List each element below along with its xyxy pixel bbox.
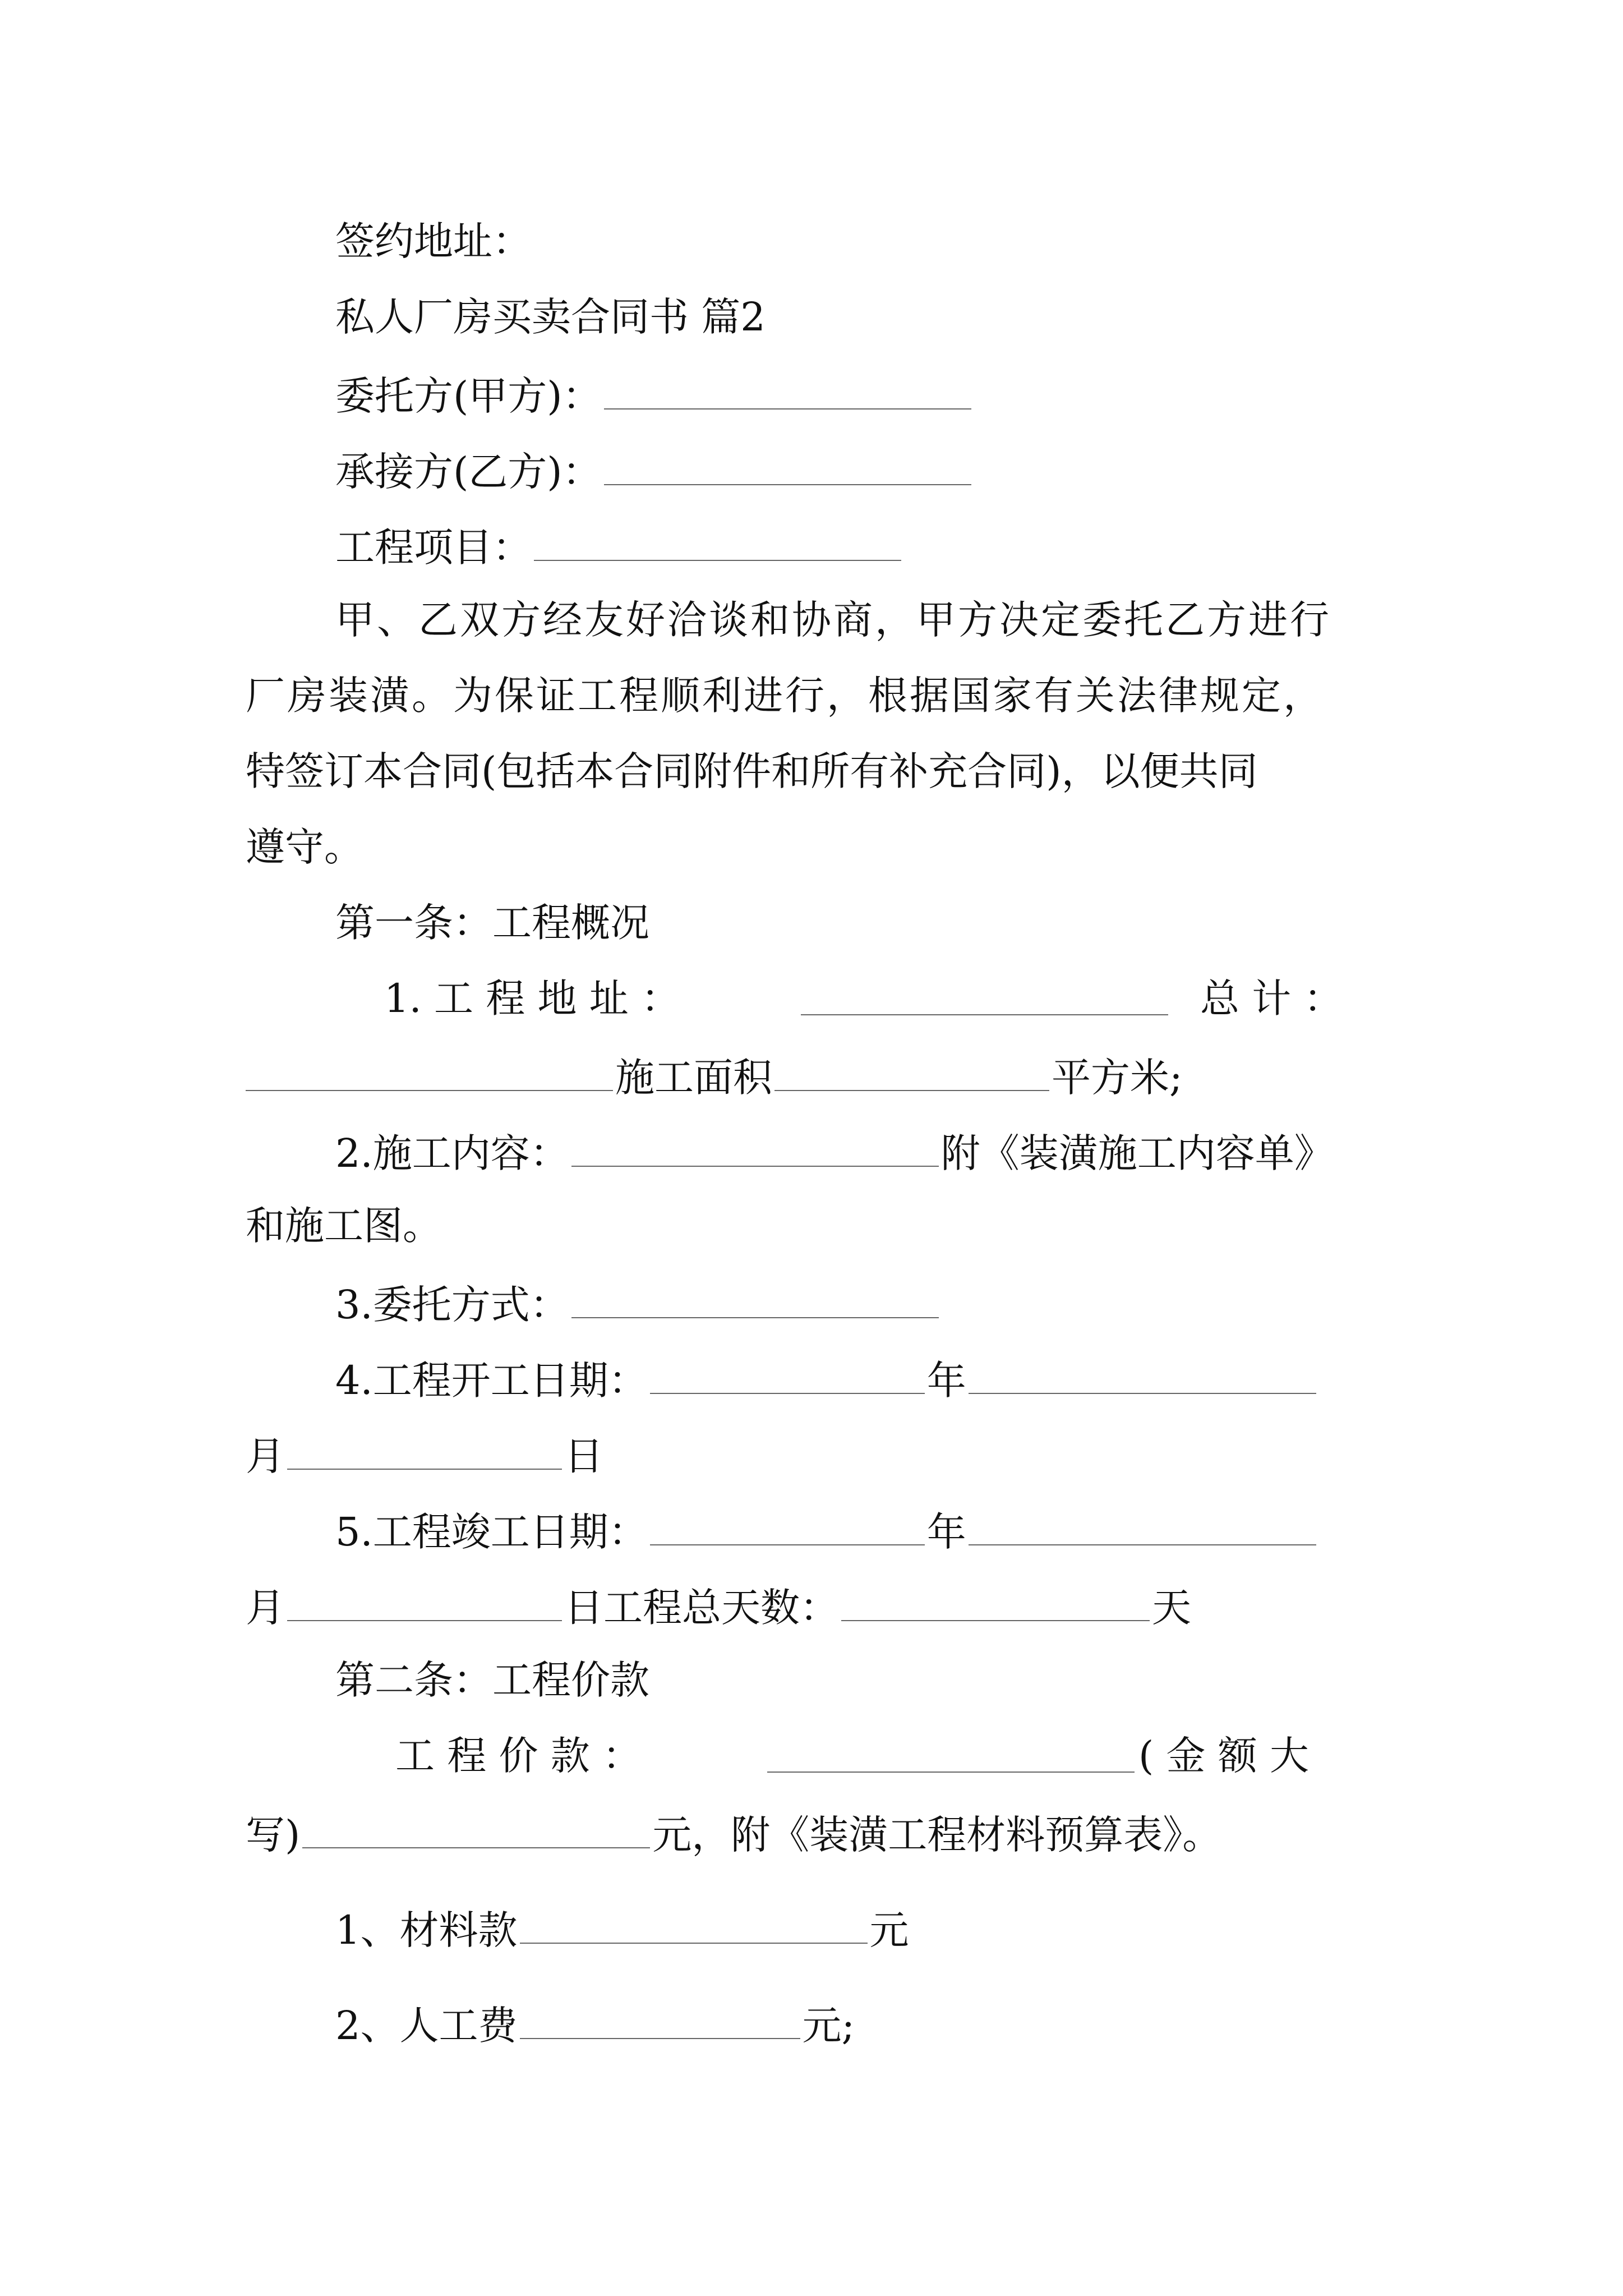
item-4-line: [335, 1358, 1318, 1404]
price-blank[interactable]: [767, 1736, 1135, 1773]
party-b-line: [335, 449, 974, 495]
price-capital-blank[interactable]: [302, 1812, 650, 1848]
party-a-line: [335, 373, 974, 419]
item-3-line: [335, 1282, 941, 1328]
start-year-unit: 年: [926, 1358, 966, 1404]
price-capital-label: ( 金 额 大: [1138, 1733, 1310, 1779]
item-5-cont-line: [246, 1585, 1191, 1631]
address-blank[interactable]: [801, 979, 1168, 1015]
total-days-blank[interactable]: [841, 1585, 1150, 1621]
signing-address-line: [335, 218, 532, 264]
item-4-cont-line: [246, 1433, 603, 1479]
total-blank[interactable]: [246, 1055, 613, 1091]
signing-address-label: 签约地址：: [335, 218, 532, 264]
item-2-cont-line: [246, 1203, 442, 1249]
preamble-text-4: 遵守。: [246, 824, 363, 870]
party-a-label: 委托方(甲方)：: [335, 373, 602, 419]
price-blank-wrap: [765, 1736, 1137, 1779]
total-days-unit: 天: [1152, 1585, 1191, 1631]
material-unit: 元: [869, 1907, 909, 1953]
project-label: 工程项目：: [335, 524, 532, 570]
start-year-blank[interactable]: [650, 1358, 925, 1394]
content-label: 2.施工内容：: [335, 1130, 569, 1176]
project-blank[interactable]: [534, 524, 901, 561]
preamble-line-3: [246, 748, 1258, 794]
material-line: [335, 1907, 909, 1953]
project-line: [335, 524, 903, 570]
method-label: 3.委托方式：: [335, 1282, 569, 1328]
method-blank[interactable]: [571, 1282, 939, 1318]
preamble-line-2: [246, 673, 1325, 719]
content-attachment: 附《装潢施工内容单》: [940, 1130, 1334, 1176]
material-label: 1、材料款: [335, 1907, 518, 1953]
item-5-line: [335, 1509, 1318, 1555]
preamble-text-3: 特签订本合同(包括本合同附件和所有补充合同)，以便共同: [246, 748, 1258, 794]
area-label: 施工面积: [615, 1055, 772, 1101]
preamble-text-1: 甲、乙双方经友好洽谈和协商，甲方决定委托乙方进行: [335, 597, 1331, 643]
labor-unit: 元;: [802, 2003, 855, 2049]
total-label: 总 计 ：: [1200, 976, 1343, 1022]
section-title: [335, 294, 766, 340]
labor-label: 2、人工费: [335, 2003, 518, 2049]
item-1-total-wrap: [1200, 976, 1343, 1022]
start-day-blank[interactable]: [287, 1433, 562, 1470]
article-2-title: 第二条：工程价款: [335, 1657, 649, 1703]
end-year-blank[interactable]: [650, 1509, 925, 1545]
preamble-line-4: [246, 824, 363, 870]
area-unit: 平方米;: [1052, 1055, 1183, 1101]
price-cont-line: [246, 1812, 1222, 1858]
content-blank[interactable]: [571, 1130, 939, 1167]
item-2-line: [335, 1130, 1334, 1176]
start-month-blank[interactable]: [969, 1358, 1316, 1394]
price-capital-wrap: [1138, 1733, 1310, 1779]
party-b-label: 承接方(乙方)：: [335, 449, 602, 495]
preamble-line-1: [335, 597, 1331, 643]
contract-title: 私人厂房买卖合同书 篇2: [335, 294, 766, 340]
price-line: [395, 1733, 642, 1779]
end-month-blank[interactable]: [969, 1509, 1316, 1545]
start-day-unit: 日: [564, 1433, 603, 1479]
start-month-unit: 月: [246, 1433, 285, 1479]
item-1-address-blank-wrap: [799, 979, 1170, 1022]
party-b-blank[interactable]: [604, 449, 971, 485]
article-1-title: 第一条：工程概况: [335, 900, 649, 946]
price-label: 工 程 价 款 ：: [395, 1733, 642, 1779]
item-1-line: [384, 976, 681, 1022]
total-days-label: 日工程总天数：: [564, 1585, 839, 1631]
labor-line: [335, 2003, 855, 2049]
end-month-unit: 月: [246, 1585, 285, 1631]
address-label: 1. 工 程 地 址 ：: [384, 976, 681, 1022]
area-blank[interactable]: [774, 1055, 1049, 1091]
content-continuation: 和施工图。: [246, 1203, 442, 1249]
material-blank[interactable]: [520, 1907, 868, 1944]
article-2-heading: [335, 1657, 649, 1703]
item-1-area-line: [246, 1055, 1183, 1101]
end-date-label: 5.工程竣工日期：: [335, 1509, 648, 1555]
price-attachment: 元，附《装潢工程材料预算表》。: [652, 1812, 1222, 1858]
price-capital-close: 写): [246, 1812, 301, 1858]
start-date-label: 4.工程开工日期：: [335, 1358, 648, 1404]
article-1-heading: [335, 900, 649, 946]
preamble-text-2: 厂房装潢。为保证工程顺利进行，根据国家有关法律规定，: [246, 673, 1325, 719]
party-a-blank[interactable]: [604, 373, 971, 409]
end-year-unit: 年: [926, 1509, 966, 1555]
end-day-blank[interactable]: [287, 1585, 562, 1621]
labor-blank[interactable]: [520, 2003, 800, 2039]
